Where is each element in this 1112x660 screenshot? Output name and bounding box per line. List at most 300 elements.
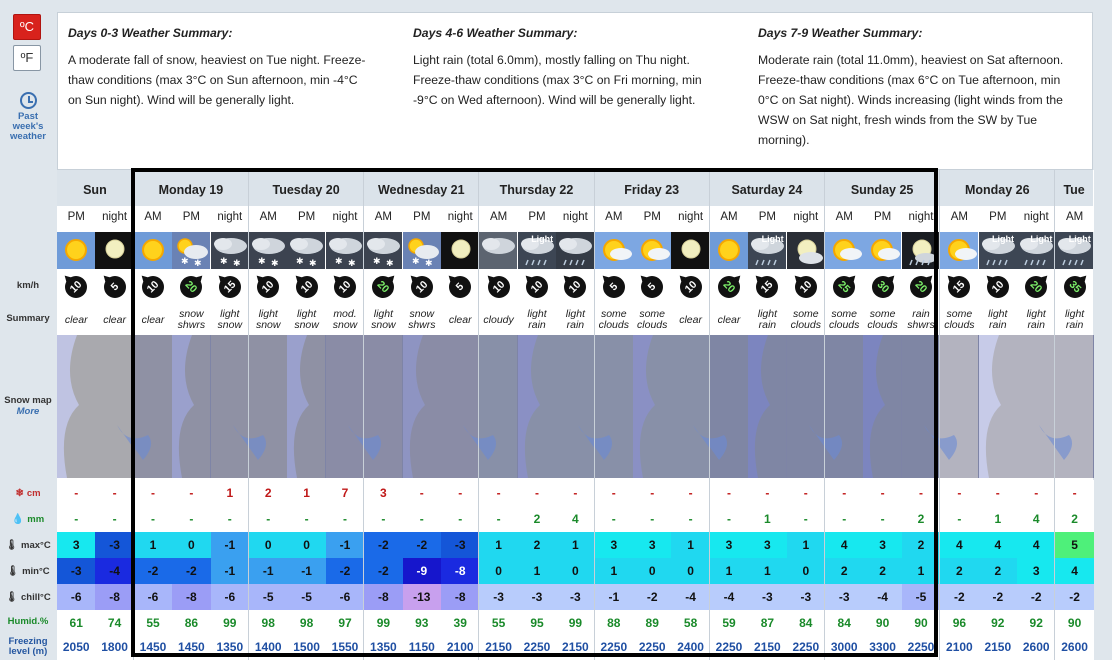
frz-cell: 1150 — [403, 634, 441, 660]
hum-cell: 90 — [1055, 610, 1093, 636]
chill-cell: -2 — [633, 584, 671, 610]
rain-cell: 2 — [1055, 506, 1093, 532]
snow-cell: 1 — [287, 480, 325, 506]
time-slot-label: night — [787, 206, 825, 232]
day-header[interactable]: Sun — [57, 170, 134, 206]
time-slot-label: AM — [825, 206, 863, 232]
frz-cell: 2100 — [441, 634, 479, 660]
max-unit: max°C — [21, 540, 51, 551]
time-slot-label: PM — [863, 206, 901, 232]
snow-map-thumbnail[interactable] — [95, 335, 133, 478]
row-label-freezing: Freezing level (m) — [8, 636, 48, 657]
chill-cell: -4 — [671, 584, 709, 610]
wind-cell — [595, 269, 633, 305]
snow-map-thumbnail[interactable] — [1017, 335, 1055, 478]
rain-cell: 4 — [556, 506, 594, 532]
weather-moonrain-icon — [902, 232, 940, 269]
min-cell: 2 — [825, 558, 863, 584]
hum-cell: 55 — [134, 610, 172, 636]
day-separator — [478, 170, 479, 660]
frz-cell: 2150 — [979, 634, 1017, 660]
summary-text: Moderate rain (total 11.0mm), heaviest on Sat afternoon. Freeze-thaw conditions (max 6°C on Tue afternoon, min 0°C on Sat night). Winds increasing (light winds from the WSW on Sat night, fresh winds from the SW by Tue morning). — [758, 53, 1064, 147]
weather-moon-icon — [671, 232, 709, 269]
svg-text:✱: ✱ — [309, 258, 317, 268]
summary-text: rain shwrs — [907, 308, 935, 331]
rain-cell: 2 — [518, 506, 556, 532]
summary-text: some clouds — [867, 308, 898, 331]
summary-text: light rain — [1064, 308, 1085, 331]
hum-cell: 97 — [326, 610, 364, 636]
hum-cell: 96 — [940, 610, 978, 636]
max-cell: 1 — [787, 532, 825, 558]
chill-cell: -5 — [249, 584, 287, 610]
time-slot-label: night — [326, 206, 364, 232]
frz-cell: 2400 — [671, 634, 709, 660]
wind-arrow-icon: 20 — [1021, 271, 1052, 302]
summary-days-4-6 — [413, 23, 723, 110]
snow-map-thumbnail[interactable] — [748, 335, 786, 478]
time-slot-label: AM — [134, 206, 172, 232]
time-slot-label: PM — [518, 206, 556, 232]
hum-cell: 86 — [172, 610, 210, 636]
summary-text: A moderate fall of snow, heaviest on Tue night. Freeze-thaw conditions (max 3°C on Sun afternoon, min -4°C on Sun night). Wind will be generally light. — [68, 53, 366, 107]
min-cell: -1 — [249, 558, 287, 584]
snow-cell: - — [57, 480, 95, 506]
day-header[interactable]: Friday 23 — [595, 170, 710, 206]
snow-map-thumbnail[interactable] — [1055, 335, 1093, 478]
rain-cell: - — [95, 506, 133, 532]
summary-text: clear — [717, 313, 741, 326]
weather-sun-icon — [710, 232, 748, 269]
wind-arrow-icon: 10 — [790, 271, 821, 302]
snow-map-thumbnail[interactable] — [287, 335, 325, 478]
wind-arrow-icon: 35 — [1059, 271, 1090, 302]
wind-arrow-icon: 10 — [61, 271, 92, 302]
max-cell: 0 — [172, 532, 210, 558]
summary-text: light snow — [294, 308, 319, 331]
wind-cell — [518, 269, 556, 305]
max-cell: 4 — [1017, 532, 1055, 558]
min-cell: 0 — [556, 558, 594, 584]
rain-cell: - — [787, 506, 825, 532]
snow-map-thumbnail[interactable] — [595, 335, 633, 478]
hum-cell: 88 — [595, 610, 633, 636]
weather-lightrain-icon — [518, 232, 556, 269]
rain-cell: - — [57, 506, 95, 532]
hum-cell: 61 — [57, 610, 95, 636]
summary-text: some clouds — [944, 308, 975, 331]
min-cell: 1 — [595, 558, 633, 584]
weather-sunsnow2-icon — [595, 232, 633, 269]
frz-cell: 3300 — [863, 634, 901, 660]
max-cell: -2 — [403, 532, 441, 558]
row-label-chill — [0, 592, 56, 603]
time-slot-label: AM — [710, 206, 748, 232]
frz-cell: 2100 — [940, 634, 978, 660]
snow-map-thumbnail[interactable] — [57, 335, 95, 478]
frz-cell: 2150 — [748, 634, 786, 660]
rain-cell: - — [211, 506, 249, 532]
chill-cell: -3 — [748, 584, 786, 610]
frz-cell: 2250 — [902, 634, 940, 660]
wind-arrow-icon: 10 — [406, 271, 437, 302]
summary-text: some clouds — [829, 308, 860, 331]
rain-cell: 1 — [979, 506, 1017, 532]
snow-map-thumbnail[interactable] — [134, 335, 172, 478]
day-header[interactable]: Monday 19 — [134, 170, 249, 206]
max-cell: 4 — [940, 532, 978, 558]
wind-arrow-icon: 15 — [944, 271, 975, 302]
weather-cloudsnow-icon — [326, 232, 364, 269]
wind-arrow-icon: 10 — [291, 271, 322, 302]
rain-cell: 2 — [902, 506, 940, 532]
time-slot-label: AM — [595, 206, 633, 232]
wind-cell — [556, 269, 594, 305]
rain-cell: 4 — [1017, 506, 1055, 532]
snow-cell: - — [940, 480, 978, 506]
wind-cell — [287, 269, 325, 305]
max-cell: 1 — [556, 532, 594, 558]
unit-column — [0, 0, 56, 660]
hum-cell: 58 — [671, 610, 709, 636]
rain-cell: - — [940, 506, 978, 532]
snow-map-thumbnail[interactable] — [671, 335, 709, 478]
min-cell: 2 — [940, 558, 978, 584]
past-weather-link[interactable] — [4, 92, 52, 142]
hum-cell: 92 — [979, 610, 1017, 636]
max-cell: 4 — [979, 532, 1017, 558]
chill-cell: -13 — [403, 584, 441, 610]
svg-text:✱: ✱ — [181, 256, 189, 266]
fahrenheit-button[interactable]: ºF — [13, 45, 41, 71]
svg-text:✱: ✱ — [194, 258, 202, 268]
snow-map-thumbnail[interactable] — [863, 335, 901, 478]
summary-text: clear — [141, 313, 165, 326]
frz-cell: 1800 — [95, 634, 133, 660]
frz-cell: 2250 — [518, 634, 556, 660]
wind-arrow-icon: 10 — [982, 271, 1013, 302]
weather-rain-icon — [556, 232, 594, 269]
snow-unit: cm — [26, 488, 41, 499]
weather-sun-icon — [57, 232, 95, 269]
max-cell: 2 — [518, 532, 556, 558]
day-header[interactable]: Monday 26 — [940, 170, 1055, 206]
snow-map-thumbnail[interactable] — [940, 335, 978, 478]
min-cell: -2 — [172, 558, 210, 584]
wind-arrow-icon: 5 — [637, 271, 668, 302]
wind-cell — [134, 269, 172, 305]
wind-arrow-icon: 20 — [905, 271, 936, 302]
snow-cell: - — [787, 480, 825, 506]
thermometer-icon: 🌡 — [6, 566, 20, 577]
summary-title: Days 0-3 Weather Summary: — [68, 26, 233, 40]
frz-cell: 3000 — [825, 634, 863, 660]
snowmap-more-link[interactable]: More — [16, 406, 40, 417]
weather-sunsnow2-icon — [825, 232, 863, 269]
svg-text:✱: ✱ — [271, 258, 279, 268]
snow-map-thumbnail[interactable] — [518, 335, 556, 478]
summary-text: snow shwrs — [177, 308, 206, 331]
hum-cell: 90 — [902, 610, 940, 636]
day-separator — [1054, 170, 1055, 660]
hum-cell: 87 — [748, 610, 786, 636]
snow-map-thumbnail[interactable] — [556, 335, 594, 478]
time-slot-label: night — [211, 206, 249, 232]
time-slot-label: PM — [979, 206, 1017, 232]
frz-cell: 2050 — [57, 634, 95, 660]
rain-cell: - — [863, 506, 901, 532]
max-cell: 3 — [710, 532, 748, 558]
weather-cloudsnow-icon — [364, 232, 402, 269]
wind-cell — [364, 269, 402, 305]
wind-cell — [787, 269, 825, 305]
snow-cell: - — [172, 480, 210, 506]
summary-text: clear — [64, 313, 88, 326]
snow-cell: 7 — [326, 480, 364, 506]
wind-cell — [940, 269, 978, 305]
snow-map-thumbnail[interactable] — [979, 335, 1017, 478]
row-label-rain — [0, 514, 56, 525]
time-slot-label: AM — [940, 206, 978, 232]
summary-title: Days 7-9 Weather Summary: — [758, 26, 923, 40]
snow-map-thumbnail[interactable] — [902, 335, 940, 478]
chill-cell: -5 — [902, 584, 940, 610]
chill-cell: -3 — [825, 584, 863, 610]
time-slot-label: night — [556, 206, 594, 232]
weather-cloud-icon — [479, 232, 517, 269]
snow-map-thumbnail[interactable] — [364, 335, 402, 478]
weather-sunsnow2-icon — [940, 232, 978, 269]
snow-map-thumbnail[interactable] — [479, 335, 517, 478]
wind-cell — [441, 269, 479, 305]
max-cell: 0 — [287, 532, 325, 558]
rain-cell: - — [710, 506, 748, 532]
snow-cell: - — [518, 480, 556, 506]
wind-cell — [95, 269, 133, 305]
snow-cell: - — [863, 480, 901, 506]
max-cell: -1 — [211, 532, 249, 558]
day-header[interactable]: Thursday 22 — [479, 170, 594, 206]
light-label: Light — [1030, 234, 1053, 244]
max-cell: 3 — [595, 532, 633, 558]
wind-cell — [172, 269, 210, 305]
hum-cell: 92 — [1017, 610, 1055, 636]
wind-arrow-icon: 20 — [713, 271, 744, 302]
chill-cell: -2 — [1055, 584, 1093, 610]
wind-cell — [1055, 269, 1093, 305]
svg-text:✱: ✱ — [334, 256, 343, 266]
chill-cell: -6 — [326, 584, 364, 610]
weather-sun-icon — [134, 232, 172, 269]
max-cell: 5 — [1055, 532, 1093, 558]
snow-map-thumbnail[interactable] — [825, 335, 863, 478]
time-slot-label: night — [95, 206, 133, 232]
snow-cell: - — [825, 480, 863, 506]
wind-arrow-icon: 30 — [867, 271, 898, 302]
wind-cell — [57, 269, 95, 305]
snow-map-thumbnail[interactable] — [633, 335, 671, 478]
wind-arrow-icon: 20 — [368, 271, 399, 302]
day-header[interactable]: Tue — [1055, 170, 1093, 206]
summary-text: cloudy — [483, 313, 514, 326]
day-separator — [709, 170, 710, 660]
day-separator — [939, 170, 940, 660]
light-label: Light — [1068, 234, 1091, 244]
snow-map-thumbnail[interactable] — [249, 335, 287, 478]
snow-map-thumbnail[interactable] — [172, 335, 210, 478]
chill-cell: -5 — [287, 584, 325, 610]
day-header[interactable]: Tuesday 20 — [249, 170, 364, 206]
rain-cell: - — [825, 506, 863, 532]
snow-cell: 2 — [249, 480, 287, 506]
weather-moon-icon — [95, 232, 133, 269]
forecast-table — [57, 170, 1093, 660]
wind-arrow-icon: 10 — [483, 271, 514, 302]
wind-arrow-icon: 10 — [329, 271, 360, 302]
min-cell: -8 — [441, 558, 479, 584]
max-cell: 4 — [825, 532, 863, 558]
weather-lightrain-icon — [748, 232, 786, 269]
summary-text: snow shwrs — [408, 308, 436, 331]
snow-map-thumbnail[interactable] — [326, 335, 364, 478]
wind-cell — [249, 269, 287, 305]
summary-text: light rain — [565, 308, 586, 331]
summary-text: light rain — [527, 308, 547, 331]
hum-cell: 99 — [364, 610, 402, 636]
hum-cell: 99 — [211, 610, 249, 636]
max-cell: -2 — [364, 532, 402, 558]
snowmap-label: Snow map — [4, 395, 52, 406]
time-slot-label: night — [441, 206, 479, 232]
weather-lightrain-icon — [1055, 232, 1093, 269]
snow-cell: - — [441, 480, 479, 506]
min-cell: -2 — [326, 558, 364, 584]
time-slot-label: PM — [57, 206, 95, 232]
min-cell: 0 — [671, 558, 709, 584]
snow-map-thumbnail[interactable] — [787, 335, 825, 478]
chill-cell: -8 — [172, 584, 210, 610]
svg-text:✱: ✱ — [347, 258, 356, 268]
frz-cell: 2600 — [1055, 634, 1093, 660]
wind-cell — [748, 269, 786, 305]
frz-cell: 1450 — [134, 634, 172, 660]
snow-cell: - — [479, 480, 517, 506]
light-label: Light — [761, 234, 784, 244]
rain-cell: - — [633, 506, 671, 532]
frz-cell: 2250 — [633, 634, 671, 660]
row-label-wind: km/h — [16, 280, 40, 291]
chill-unit: chill°C — [21, 592, 51, 603]
wind-arrow-icon: 10 — [253, 271, 284, 302]
weather-moon-icon — [441, 232, 479, 269]
min-cell: 0 — [787, 558, 825, 584]
snow-map-thumbnail[interactable] — [441, 335, 479, 478]
weather-cloudsnow-icon — [249, 232, 287, 269]
wind-arrow-icon: 5 — [99, 271, 130, 302]
frz-cell: 2150 — [479, 634, 517, 660]
summary-text: light rain — [988, 308, 1008, 331]
rain-cell: - — [172, 506, 210, 532]
rain-cell: - — [441, 506, 479, 532]
weather-cloudsnow-icon — [287, 232, 325, 269]
day-separator — [133, 170, 134, 660]
chill-cell: -3 — [479, 584, 517, 610]
weather-sunsnow2-icon — [633, 232, 671, 269]
day-header[interactable]: Wednesday 21 — [364, 170, 479, 206]
summary-days-0-3 — [68, 23, 368, 110]
snow-map-thumbnail[interactable] — [403, 335, 441, 478]
row-label-snow — [0, 488, 56, 499]
weather-lightrain-icon — [979, 232, 1017, 269]
frz-cell: 2250 — [595, 634, 633, 660]
min-cell: 1 — [518, 558, 556, 584]
hum-cell: 55 — [479, 610, 517, 636]
rain-cell: - — [403, 506, 441, 532]
min-cell: 0 — [479, 558, 517, 584]
wind-arrow-icon: 10 — [560, 271, 591, 302]
max-cell: 1 — [479, 532, 517, 558]
chill-cell: -2 — [940, 584, 978, 610]
min-cell: -3 — [57, 558, 95, 584]
thermometer-icon: 🌡 — [5, 592, 19, 603]
day-header[interactable]: Saturday 24 — [710, 170, 825, 206]
max-cell: -1 — [326, 532, 364, 558]
day-header[interactable]: Sunday 25 — [825, 170, 940, 206]
frz-cell: 1450 — [172, 634, 210, 660]
weather-sunsnow2-icon — [863, 232, 901, 269]
hum-cell: 39 — [441, 610, 479, 636]
snow-cell: - — [902, 480, 940, 506]
svg-text:✱: ✱ — [411, 256, 420, 266]
summary-title: Days 4-6 Weather Summary: — [413, 26, 578, 40]
wind-cell — [479, 269, 517, 305]
summary-text: mod. snow — [332, 308, 358, 331]
wind-cell — [671, 269, 709, 305]
past-weather-label: Past week's weather — [10, 111, 46, 142]
rain-cell: - — [364, 506, 402, 532]
day-separator — [824, 170, 825, 660]
chill-cell: -8 — [364, 584, 402, 610]
frz-cell: 2150 — [556, 634, 594, 660]
min-cell: 1 — [748, 558, 786, 584]
light-label: Light — [531, 234, 554, 244]
wind-arrow-icon: 10 — [521, 271, 552, 302]
summary-text: light snow — [217, 308, 243, 331]
svg-text:✱: ✱ — [386, 258, 394, 268]
min-cell: -2 — [134, 558, 172, 584]
clock-icon — [20, 92, 37, 109]
svg-text:✱: ✱ — [219, 256, 228, 266]
snow-map-thumbnail[interactable] — [710, 335, 748, 478]
hum-cell: 84 — [825, 610, 863, 636]
chill-cell: -8 — [95, 584, 133, 610]
rain-cell: - — [595, 506, 633, 532]
hum-cell: 95 — [518, 610, 556, 636]
snow-map-thumbnail[interactable] — [211, 335, 249, 478]
snow-cell: - — [1017, 480, 1055, 506]
celsius-button[interactable]: ºC — [13, 14, 41, 40]
summary-text: clear — [448, 313, 472, 326]
light-label: Light — [991, 234, 1014, 244]
max-cell: 3 — [748, 532, 786, 558]
summary-text: light rain — [1026, 308, 1046, 331]
summary-text: some clouds — [790, 308, 821, 331]
min-cell: -4 — [95, 558, 133, 584]
summary-text: some clouds — [637, 308, 668, 331]
rain-unit: mm — [27, 514, 45, 525]
rain-cell: - — [287, 506, 325, 532]
frz-cell: 1400 — [249, 634, 287, 660]
